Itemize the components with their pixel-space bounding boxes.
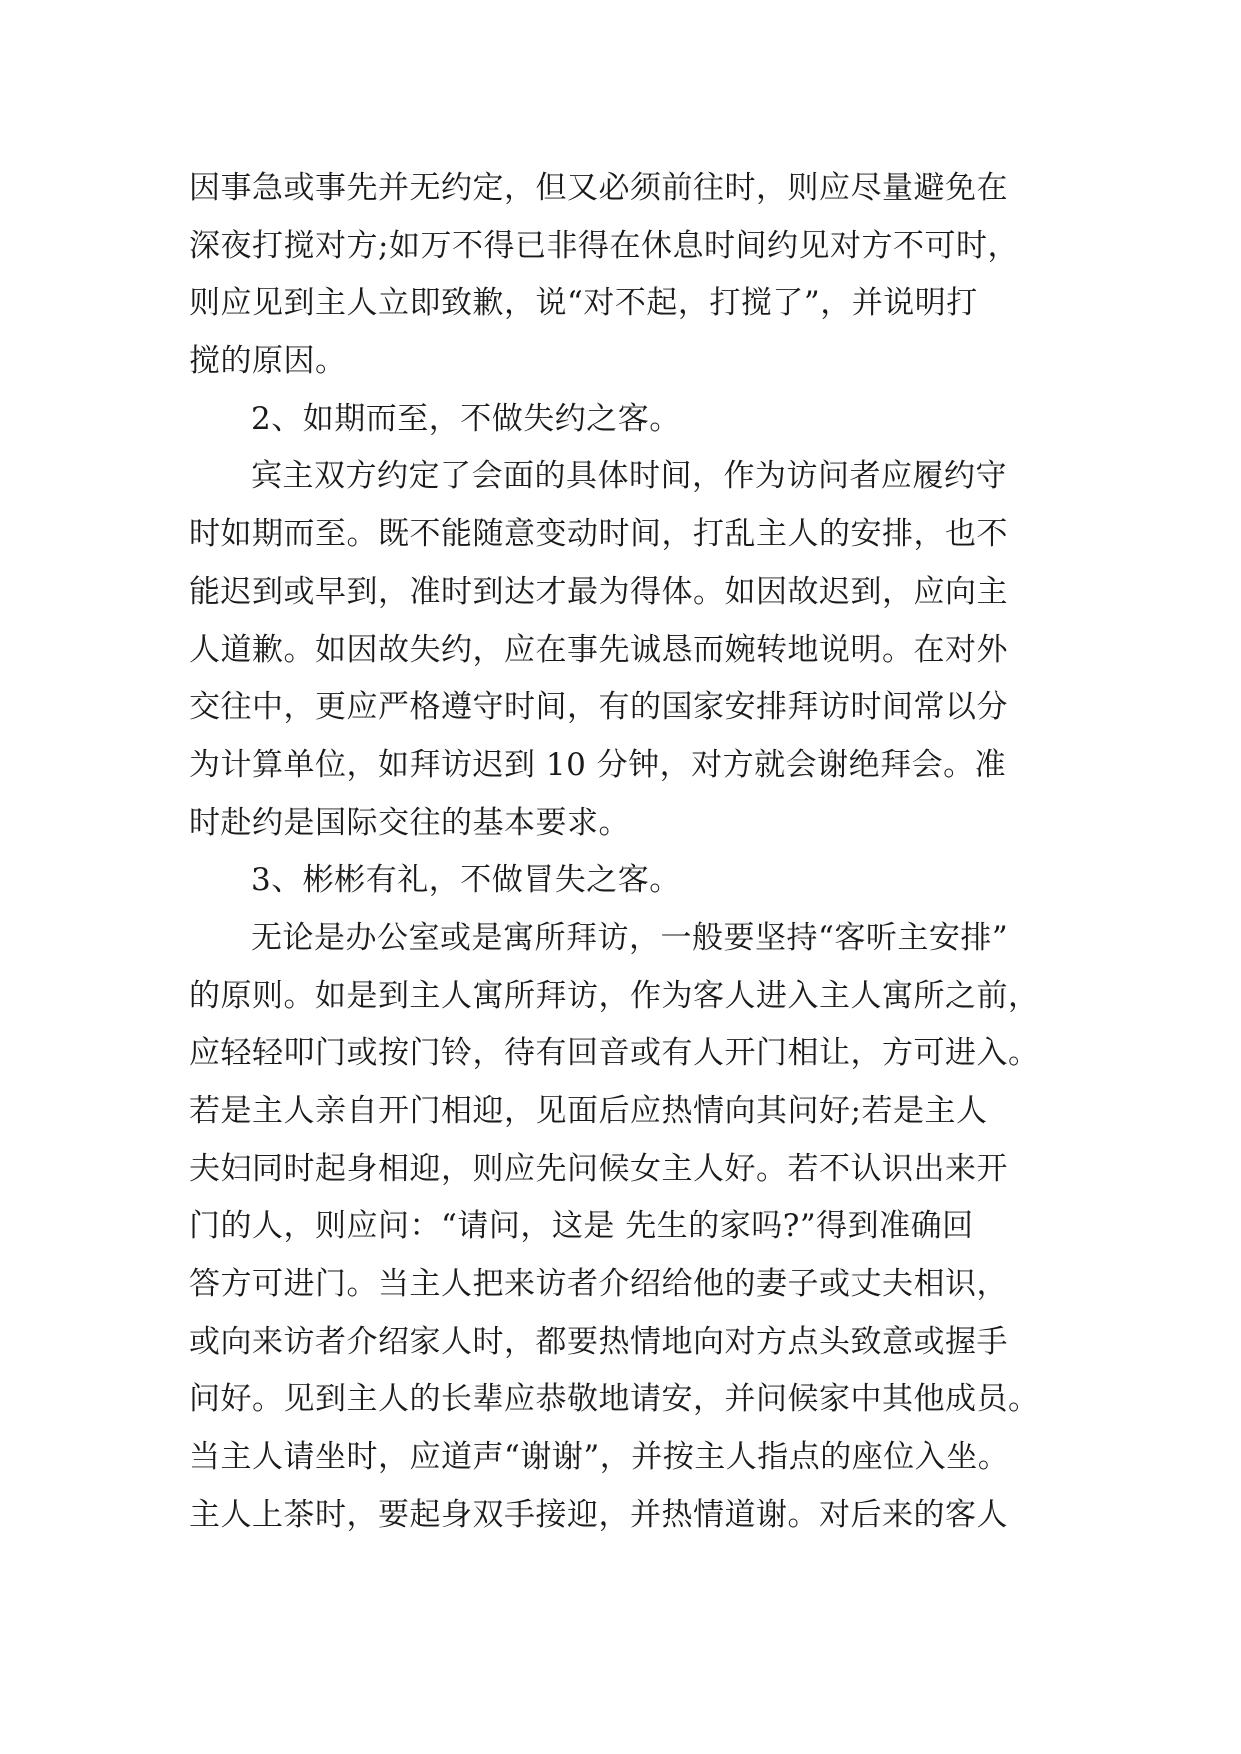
text-line: 为计算单位，如拜访迟到 10 分钟，对方就会谢绝拜会。准	[189, 746, 1007, 783]
text-line: 门的人，则应问：“请问，这是 先生的家吗?”得到准确回	[189, 1208, 974, 1245]
text-line: 夫妇同时起身相迎，则应先问候女主人好。若不认识出来开	[189, 1150, 1008, 1187]
text-line: 人道歉。如因故失约，应在事先诚恳而婉转地说明。在对外	[189, 631, 1008, 668]
text-line: 或向来访者介绍家人时，都要热情地向对方点头致意或握手	[189, 1323, 1008, 1360]
text-line: 的原则。如是到主人寓所拜访，作为客人进入主人寓所之前，	[189, 977, 1040, 1014]
body-text	[189, 160, 1059, 1545]
text-line: 主人上茶时，要起身双手接迎，并热情道谢。对后来的客人	[189, 1496, 1008, 1533]
text-line: 时赴约是国际交往的基本要求。	[189, 804, 630, 841]
text-line: 则应见到主人立即致歉，说“对不起，打搅了”，并说明打	[189, 285, 978, 322]
section-heading: 3、彬彬有礼，不做冒失之客。	[251, 862, 681, 899]
text-line: 宾主双方约定了会面的具体时间，作为访问者应履约守	[251, 458, 1007, 495]
text-line: 能迟到或早到，准时到达才最为得体。如因故迟到，应向主	[189, 573, 1008, 610]
text-line: 问好。见到主人的长辈应恭敬地请安，并问候家中其他成员。	[189, 1381, 1040, 1418]
text-line: 无论是办公室或是寓所拜访，一般要坚持“客听主安排”	[251, 919, 1009, 956]
text-line: 深夜打搅对方;如万不得已非得在休息时间约见对方不可时，	[189, 227, 1019, 264]
text-line: 当主人请坐时，应道声“谢谢”，并按主人指点的座位入坐。	[189, 1439, 1010, 1476]
text-line: 应轻轻叩门或按门铃，待有回音或有人开门相让，方可进入。	[189, 1035, 1040, 1072]
text-line: 若是主人亲自开门相迎，见面后应热情向其问好;若是主人	[189, 1093, 988, 1129]
text-line: 因事急或事先并无约定，但又必须前往时，则应尽量避免在	[189, 170, 1008, 206]
text-line: 时如期而至。既不能随意变动时间，打乱主人的安排，也不	[189, 516, 1008, 553]
text-line: 答方可进门。当主人把来访者介绍给他的妻子或丈夫相识，	[189, 1266, 1008, 1303]
text-line: 交往中，更应严格遵守时间，有的国家安排拜访时间常以分	[189, 689, 1008, 726]
section-heading: 2、如期而至，不做失约之客。	[251, 400, 681, 437]
text-line: 搅的原因。	[189, 343, 347, 380]
